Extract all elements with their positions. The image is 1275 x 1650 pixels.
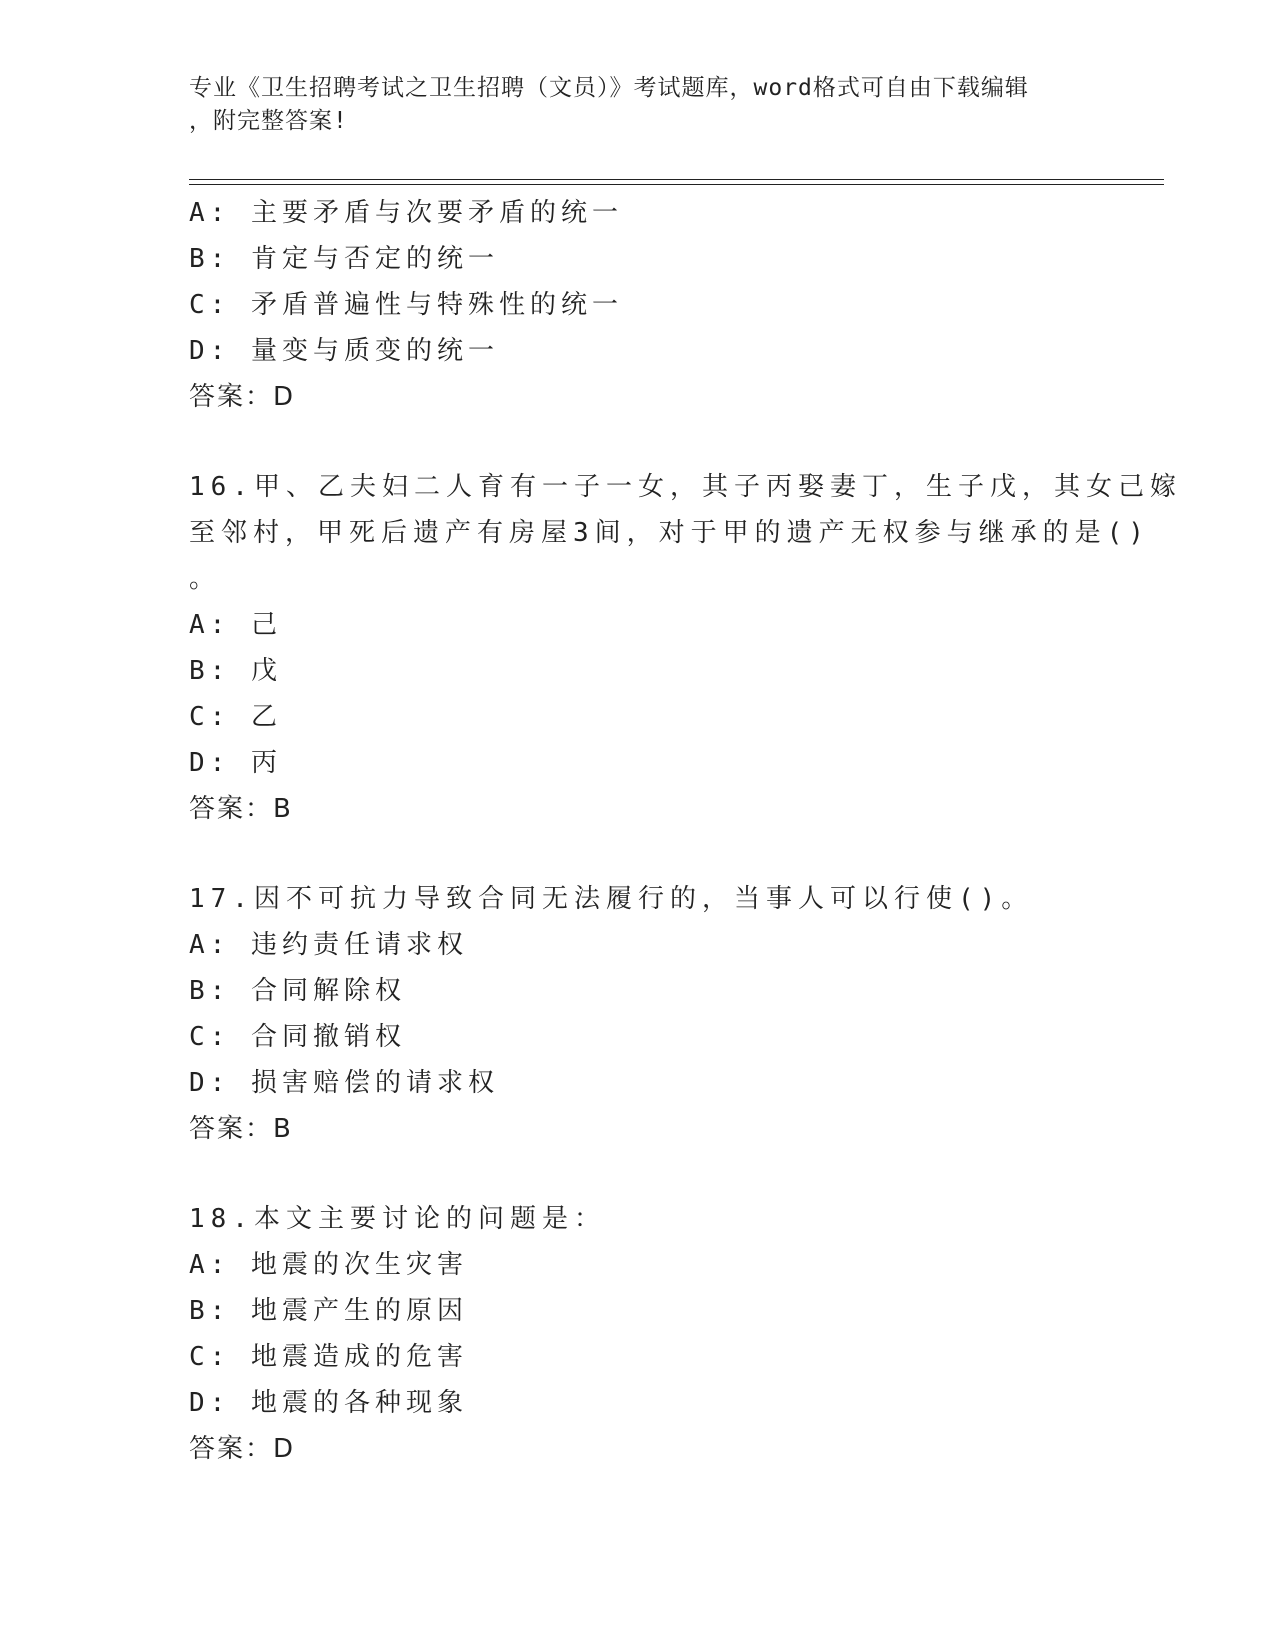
question-stem-line-1: 17.因不可抗力导致合同无法履行的，当事人可以行使()。 xyxy=(189,884,1034,914)
option-a: A: 主要矛盾与次要矛盾的统一 xyxy=(189,198,623,228)
header-line-2: ，附完整答案! xyxy=(189,108,348,134)
option-d: D: 丙 xyxy=(189,748,282,778)
option-d: D: 量变与质变的统一 xyxy=(189,336,499,366)
header-divider-bottom xyxy=(189,184,1164,185)
spacer xyxy=(189,832,1089,876)
question-stem-line-1: 16.甲、乙夫妇二人育有一子一女，其子丙娶妻丁，生子戊，其女己嫁 xyxy=(189,472,1182,502)
option-b: B: 戊 xyxy=(189,656,282,686)
option-d: D: 地震的各种现象 xyxy=(189,1388,468,1418)
header-line-1: 专业《卫生招聘考试之卫生招聘（文员）》考试题库，word格式可自由下载编辑 xyxy=(189,75,1029,101)
question-stem-line-3: 。 xyxy=(189,564,222,594)
spacer xyxy=(189,1152,1089,1196)
question-stem-line-1: 18.本文主要讨论的问题是： xyxy=(189,1204,606,1234)
question-stem-line-2: 至邻村，甲死后遗产有房屋3间，对于甲的遗产无权参与继承的是() xyxy=(189,518,1150,548)
question-block-17 xyxy=(189,876,1089,1152)
option-b: B: 合同解除权 xyxy=(189,976,406,1006)
document-body xyxy=(189,190,1182,1472)
option-a: A: 地震的次生灾害 xyxy=(189,1250,468,1280)
option-d: D: 损害赔偿的请求权 xyxy=(189,1068,499,1098)
option-c: C: 地震造成的危害 xyxy=(189,1342,468,1372)
option-c: C: 乙 xyxy=(189,702,282,732)
question-block-18 xyxy=(189,1196,1089,1472)
option-b: B: 地震产生的原因 xyxy=(189,1296,468,1326)
option-c: C: 矛盾普遍性与特殊性的统一 xyxy=(189,290,623,320)
answer-line: 答案：B xyxy=(189,1114,293,1144)
header-divider-top xyxy=(189,179,1164,180)
question-block-prev xyxy=(189,190,1089,420)
spacer xyxy=(189,420,1089,464)
document-header xyxy=(189,72,1089,138)
answer-line: 答案：D xyxy=(189,1434,296,1464)
option-a: A: 违约责任请求权 xyxy=(189,930,468,960)
option-b: B: 肯定与否定的统一 xyxy=(189,244,499,274)
question-block-16 xyxy=(189,464,1182,832)
answer-line: 答案：B xyxy=(189,794,293,824)
option-c: C: 合同撤销权 xyxy=(189,1022,406,1052)
option-a: A: 己 xyxy=(189,610,282,640)
answer-line: 答案：D xyxy=(189,382,296,412)
